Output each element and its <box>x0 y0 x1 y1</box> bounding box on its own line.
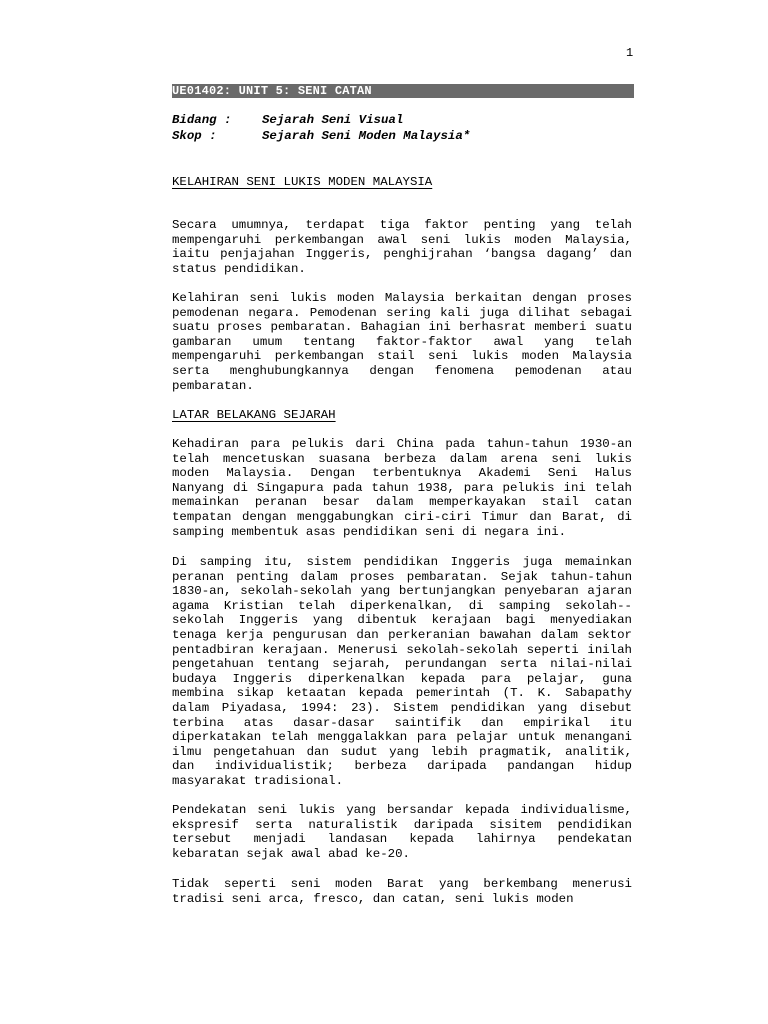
bidang-value: Sejarah Seni Visual <box>262 113 404 127</box>
paragraph-1: Secara umumnya, terdapat tiga faktor penting yang telah mempengaruhi perkembangan awal seni lukis moden Malaysia, iaitu penjajahan Inggeris, penghijrahan ‘bangsa dagang’ dan status pendidikan. <box>172 218 632 276</box>
paragraph-2: Kelahiran seni lukis moden Malaysia berkaitan dengan proses pemodenan negara. Pemodenan sering kali juga dilihat sebagai suatu proses pembaratan. Bahagian ini berhasrat memberi suatu gambaran umum tentang faktor-faktor awal yang telah mempengaruhi perkembangan stail seni lukis moden Malaysia serta menghubungkannya dengan fenomena pemodenan atau pembaratan. <box>172 291 632 393</box>
page-number: 1 <box>626 46 634 60</box>
section-heading-latar-belakang: LATAR BELAKANG SEJARAH <box>172 408 336 422</box>
paragraph-3: Kehadiran para pelukis dari China pada tahun-tahun 1930-an telah mencetuskan suasana berbeza dalam arena seni lukis moden Malaysia. Dengan terbentuknya Akademi Seni Halus Nanyang di Singapura pada tahun 1938, para pelukis ini telah memainkan peranan besar dalam memperkayakan stail catan tempatan dengan menggabungkan ciri-ciri Timur dan Barat, di samping membentuk asas pendidikan seni di negara ini. <box>172 437 632 539</box>
bidang-label: Bidang : <box>172 113 232 127</box>
meta-skop <box>172 129 470 144</box>
paragraph-5: Pendekatan seni lukis yang bersandar kepada individualisme, ekspresif serta naturalistik daripada sisitem pendidikan tersebut menjadi landasan kepada lahirnya pendekatan kebaratan sejak awal abad ke-20. <box>172 803 632 861</box>
section-heading-kelahiran: KELAHIRAN SENI LUKIS MODEN MALAYSIA <box>172 175 433 189</box>
skop-value: Sejarah Seni Moden Malaysia* <box>262 129 471 143</box>
unit-title-bar: UE01402: UNIT 5: SENI CATAN <box>172 84 634 98</box>
skop-label: Skop : <box>172 129 217 143</box>
meta-bidang <box>172 113 403 128</box>
paragraph-6: Tidak seperti seni moden Barat yang berkembang menerusi tradisi seni arca, fresco, dan catan, seni lukis moden <box>172 877 632 906</box>
paragraph-4: Di samping itu, sistem pendidikan Inggeris juga memainkan peranan penting dalam proses pembaratan. Sejak tahun-tahun 1830-an, sekolah-sekolah yang bertunjangkan penyebaran ajaran agama Kristian telah diperkenalkan, di samping sekolah--sekolah Inggeris yang dibentuk kerajaan bagi menyediakan tenaga kerja pengurusan dan perkeranian bawahan dalam sektor pentadbiran kerajaan. Menerusi sekolah-sekolah seperti inilah pengetahuan tentang sejarah, perundangan serta nilai-nilai budaya Inggeris diperkenalkan kepada para pelajar, guna membina sikap ketaatan kepada pemerintah (T. K. Sabapathy dalam Piyadasa, 1994: 23). Sistem pendidikan yang disebut terbina atas dasar-dasar saintifik dan empirikal itu diperkatakan telah menggalakkan para pelajar untuk menangani ilmu pengetahuan dan sudut yang lebih pragmatik, analitik, dan individualistik; berbeza daripada pandangan hidup masyarakat tradisional. <box>172 555 632 788</box>
